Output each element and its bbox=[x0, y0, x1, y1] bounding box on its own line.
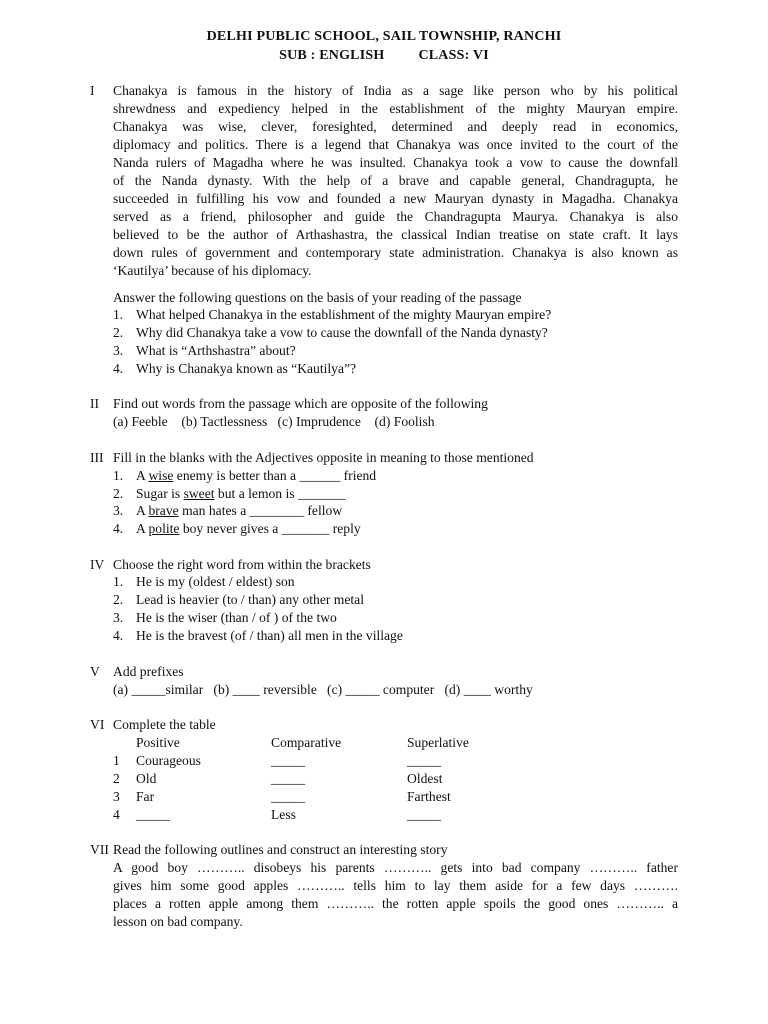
row-number: 4 bbox=[113, 807, 120, 822]
positive-cell: _____ bbox=[136, 807, 170, 822]
passage-line: down rules of government and contemporary state administration. Chanakya is also known as bbox=[113, 245, 678, 260]
question-number: 3. bbox=[113, 343, 124, 358]
passage-line: of the Nanda dynasty. With the help of a brave and capable general, Chandragupta, he bbox=[113, 173, 678, 188]
underlined-adjective: sweet bbox=[183, 486, 215, 501]
section-numeral: IV bbox=[90, 557, 105, 572]
row-number: 3 bbox=[113, 789, 120, 804]
item-number: 4. bbox=[113, 628, 124, 643]
passage-line: shrewdness and expediency helped in the establishment of the mighty Mauryan empire. bbox=[113, 101, 678, 116]
subject-label: SUB : ENGLISH bbox=[279, 48, 385, 63]
passage-line: ‘Kautilya’ because of his diplomacy. bbox=[113, 263, 312, 278]
fill-blank-sentence: A polite boy never gives a _______ reply bbox=[136, 521, 361, 536]
positive-cell: Courageous bbox=[136, 753, 201, 768]
fill-blank-sentence: A wise enemy is better than a ______ friend bbox=[136, 468, 377, 483]
superlative-cell: Farthest bbox=[407, 789, 451, 804]
section-numeral: III bbox=[90, 450, 104, 465]
row-number: 1 bbox=[113, 753, 120, 768]
passage-line: Chanakya is famous in the history of India as a sage like person who by his political bbox=[113, 83, 678, 98]
question-text: Why did Chanakya take a vow to cause the downfall of the Nanda dynasty? bbox=[136, 325, 548, 340]
row-number: 2 bbox=[113, 771, 120, 786]
passage-line: succeeded in fulfilling his vow and founded a new Mauryan dynasty in Magadha. Chanakya bbox=[113, 191, 678, 206]
question-text: Why is Chanakya known as “Kautilya”? bbox=[136, 361, 357, 376]
choice-sentence: Lead is heavier (to / than) any other metal bbox=[136, 592, 364, 607]
passage-line: Chanakya was wise, clever, foresighted, determined and deeply read in economics, bbox=[113, 119, 678, 134]
section-numeral: II bbox=[90, 396, 100, 411]
comparative-cell: _____ bbox=[271, 771, 305, 786]
fill-blank-sentence: A brave man hates a ________ fellow bbox=[136, 503, 343, 518]
comparative-cell: _____ bbox=[271, 789, 305, 804]
superlative-cell: Oldest bbox=[407, 771, 443, 786]
section-instruction: Choose the right word from within the brackets bbox=[113, 557, 371, 572]
section-numeral: VII bbox=[90, 842, 109, 857]
positive-cell: Far bbox=[136, 789, 155, 804]
section-instruction: Read the following outlines and construct an interesting story bbox=[113, 842, 448, 857]
opposite-word-list: (a) Feeble (b) Tactlessness (c) Imprudence (d) Foolish bbox=[113, 414, 435, 429]
item-number: 2. bbox=[113, 592, 124, 607]
choice-sentence: He is the bravest (of / than) all men in the village bbox=[136, 628, 403, 643]
comparative-cell: _____ bbox=[271, 753, 305, 768]
comparative-cell: Less bbox=[271, 807, 296, 822]
story-outline-line: gives him some good apples ……….. tells him to lay them aside for a few days ………. bbox=[113, 878, 678, 893]
underlined-adjective: brave bbox=[148, 503, 179, 518]
choice-sentence: He is the wiser (than / of ) of the two bbox=[136, 610, 337, 625]
section-numeral: V bbox=[90, 664, 100, 679]
item-number: 1. bbox=[113, 468, 124, 483]
section-instruction: Complete the table bbox=[113, 717, 216, 732]
questions-instruction: Answer the following questions on the basis of your reading of the passage bbox=[113, 290, 522, 305]
question-number: 4. bbox=[113, 361, 124, 376]
item-number: 3. bbox=[113, 610, 124, 625]
question-text: What helped Chanakya in the establishment of the mighty Mauryan empire? bbox=[136, 307, 552, 322]
choice-sentence: He is my (oldest / eldest) son bbox=[136, 574, 295, 589]
question-number: 2. bbox=[113, 325, 124, 340]
superlative-cell: _____ bbox=[407, 807, 441, 822]
section-instruction: Fill in the blanks with the Adjectives opposite in meaning to those mentioned bbox=[113, 450, 534, 465]
story-outline-line: lesson on bad company. bbox=[113, 914, 243, 929]
item-number: 2. bbox=[113, 486, 124, 501]
column-header: Superlative bbox=[407, 735, 469, 750]
question-text: What is “Arthshastra” about? bbox=[136, 343, 296, 358]
superlative-cell: _____ bbox=[407, 753, 441, 768]
column-header: Positive bbox=[136, 735, 180, 750]
column-header: Comparative bbox=[271, 735, 342, 750]
item-number: 4. bbox=[113, 521, 124, 536]
passage-line: Nanda rulers of Magadha where he was insulted. Chanakya took a vow to cause the downfall bbox=[113, 155, 678, 170]
section-numeral: VI bbox=[90, 717, 105, 732]
passage-line: diplomacy and politics. There is a legend that Chanakya was once invited to the court of the bbox=[113, 137, 678, 152]
underlined-adjective: polite bbox=[148, 521, 180, 536]
section-numeral: I bbox=[90, 83, 95, 98]
underlined-adjective: wise bbox=[148, 468, 174, 483]
subject-class-line bbox=[0, 48, 768, 64]
school-title: DELHI PUBLIC SCHOOL, SAIL TOWNSHIP, RANCHI bbox=[206, 29, 562, 44]
item-number: 1. bbox=[113, 574, 124, 589]
story-outline-line: places a rotten apple among them ……….. the rotten apple spoils the good ones ……….. a bbox=[113, 896, 678, 911]
section-instruction: Find out words from the passage which are opposite of the following bbox=[113, 396, 488, 411]
story-outline-line: A good boy ……….. disobeys his parents ……….. gets into bad company ……….. father bbox=[113, 860, 678, 875]
fill-blank-sentence: Sugar is sweet but a lemon is _______ bbox=[136, 486, 346, 501]
positive-cell: Old bbox=[136, 771, 157, 786]
passage-line: served as a friend, philosopher and guide the Chandragupta Maurya. Chanakya is also bbox=[113, 209, 678, 224]
section-instruction: Add prefixes bbox=[113, 664, 184, 679]
class-label: CLASS: VI bbox=[418, 48, 489, 63]
prefix-items: (a) _____similar (b) ____ reversible (c) _____ computer (d) ____ worthy bbox=[113, 682, 533, 697]
passage-line: believed to be the author of Arthashastra, the classical Indian treatise on state craft. It lays bbox=[113, 227, 678, 242]
item-number: 3. bbox=[113, 503, 124, 518]
question-number: 1. bbox=[113, 307, 124, 322]
